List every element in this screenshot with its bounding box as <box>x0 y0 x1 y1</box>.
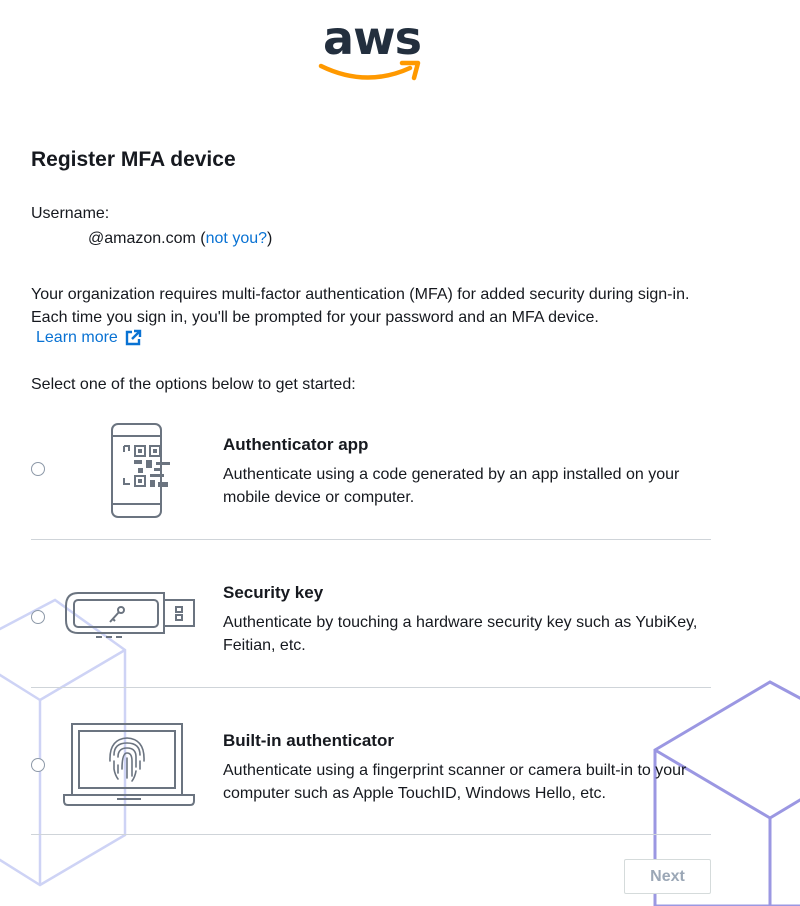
radio-security-key[interactable] <box>31 610 45 624</box>
option-description: Authenticate using a fingerprint scanner or camera built-in to your computer such as Apple TouchID, Windows Hello, etc. <box>223 762 687 802</box>
username-email: @amazon.com <box>88 230 196 247</box>
option-authenticator-app[interactable] <box>0 420 800 520</box>
divider <box>31 539 711 540</box>
aws-logo <box>318 12 424 84</box>
divider <box>31 687 711 688</box>
aws-logo-text: aws <box>323 11 421 65</box>
option-title: Built-in authenticator <box>223 731 394 750</box>
paren-open: ( <box>195 230 206 247</box>
next-button[interactable]: Next <box>624 859 711 894</box>
option-title: Security key <box>223 583 324 602</box>
mfa-description: Your organization requires multi-factor authentication (MFA) for added security during sign-in. Each time you sign in, you'll be prompted for your password and an MFA device. <box>31 286 690 326</box>
laptop-fingerprint-icon <box>62 721 196 809</box>
learn-more-link[interactable] <box>36 329 142 347</box>
not-you-link[interactable]: not you? <box>205 230 268 247</box>
select-prompt: Select one of the options below to get started: <box>31 376 356 393</box>
option-description: Authenticate using a code generated by an app installed on your mobile device or computer. <box>223 466 680 506</box>
paren-close: ) <box>267 230 273 247</box>
option-description: Authenticate by touching a hardware security key such as YubiKey, Feitian, etc. <box>223 614 698 654</box>
username-label: Username: <box>31 205 110 222</box>
aws-smile-icon <box>318 58 424 84</box>
option-built-in-authenticator[interactable] <box>0 715 800 815</box>
external-link-icon <box>124 329 142 347</box>
radio-authenticator-app[interactable] <box>31 462 45 476</box>
learn-more-label: Learn more <box>36 329 118 346</box>
option-security-key[interactable] <box>0 570 800 670</box>
username-line <box>88 230 272 248</box>
usb-key-icon <box>64 590 198 642</box>
radio-built-in-authenticator[interactable] <box>31 758 45 772</box>
phone-qr-icon <box>110 422 180 520</box>
page-title: Register MFA device <box>31 148 236 171</box>
divider <box>31 834 711 835</box>
option-title: Authenticator app <box>223 435 369 454</box>
